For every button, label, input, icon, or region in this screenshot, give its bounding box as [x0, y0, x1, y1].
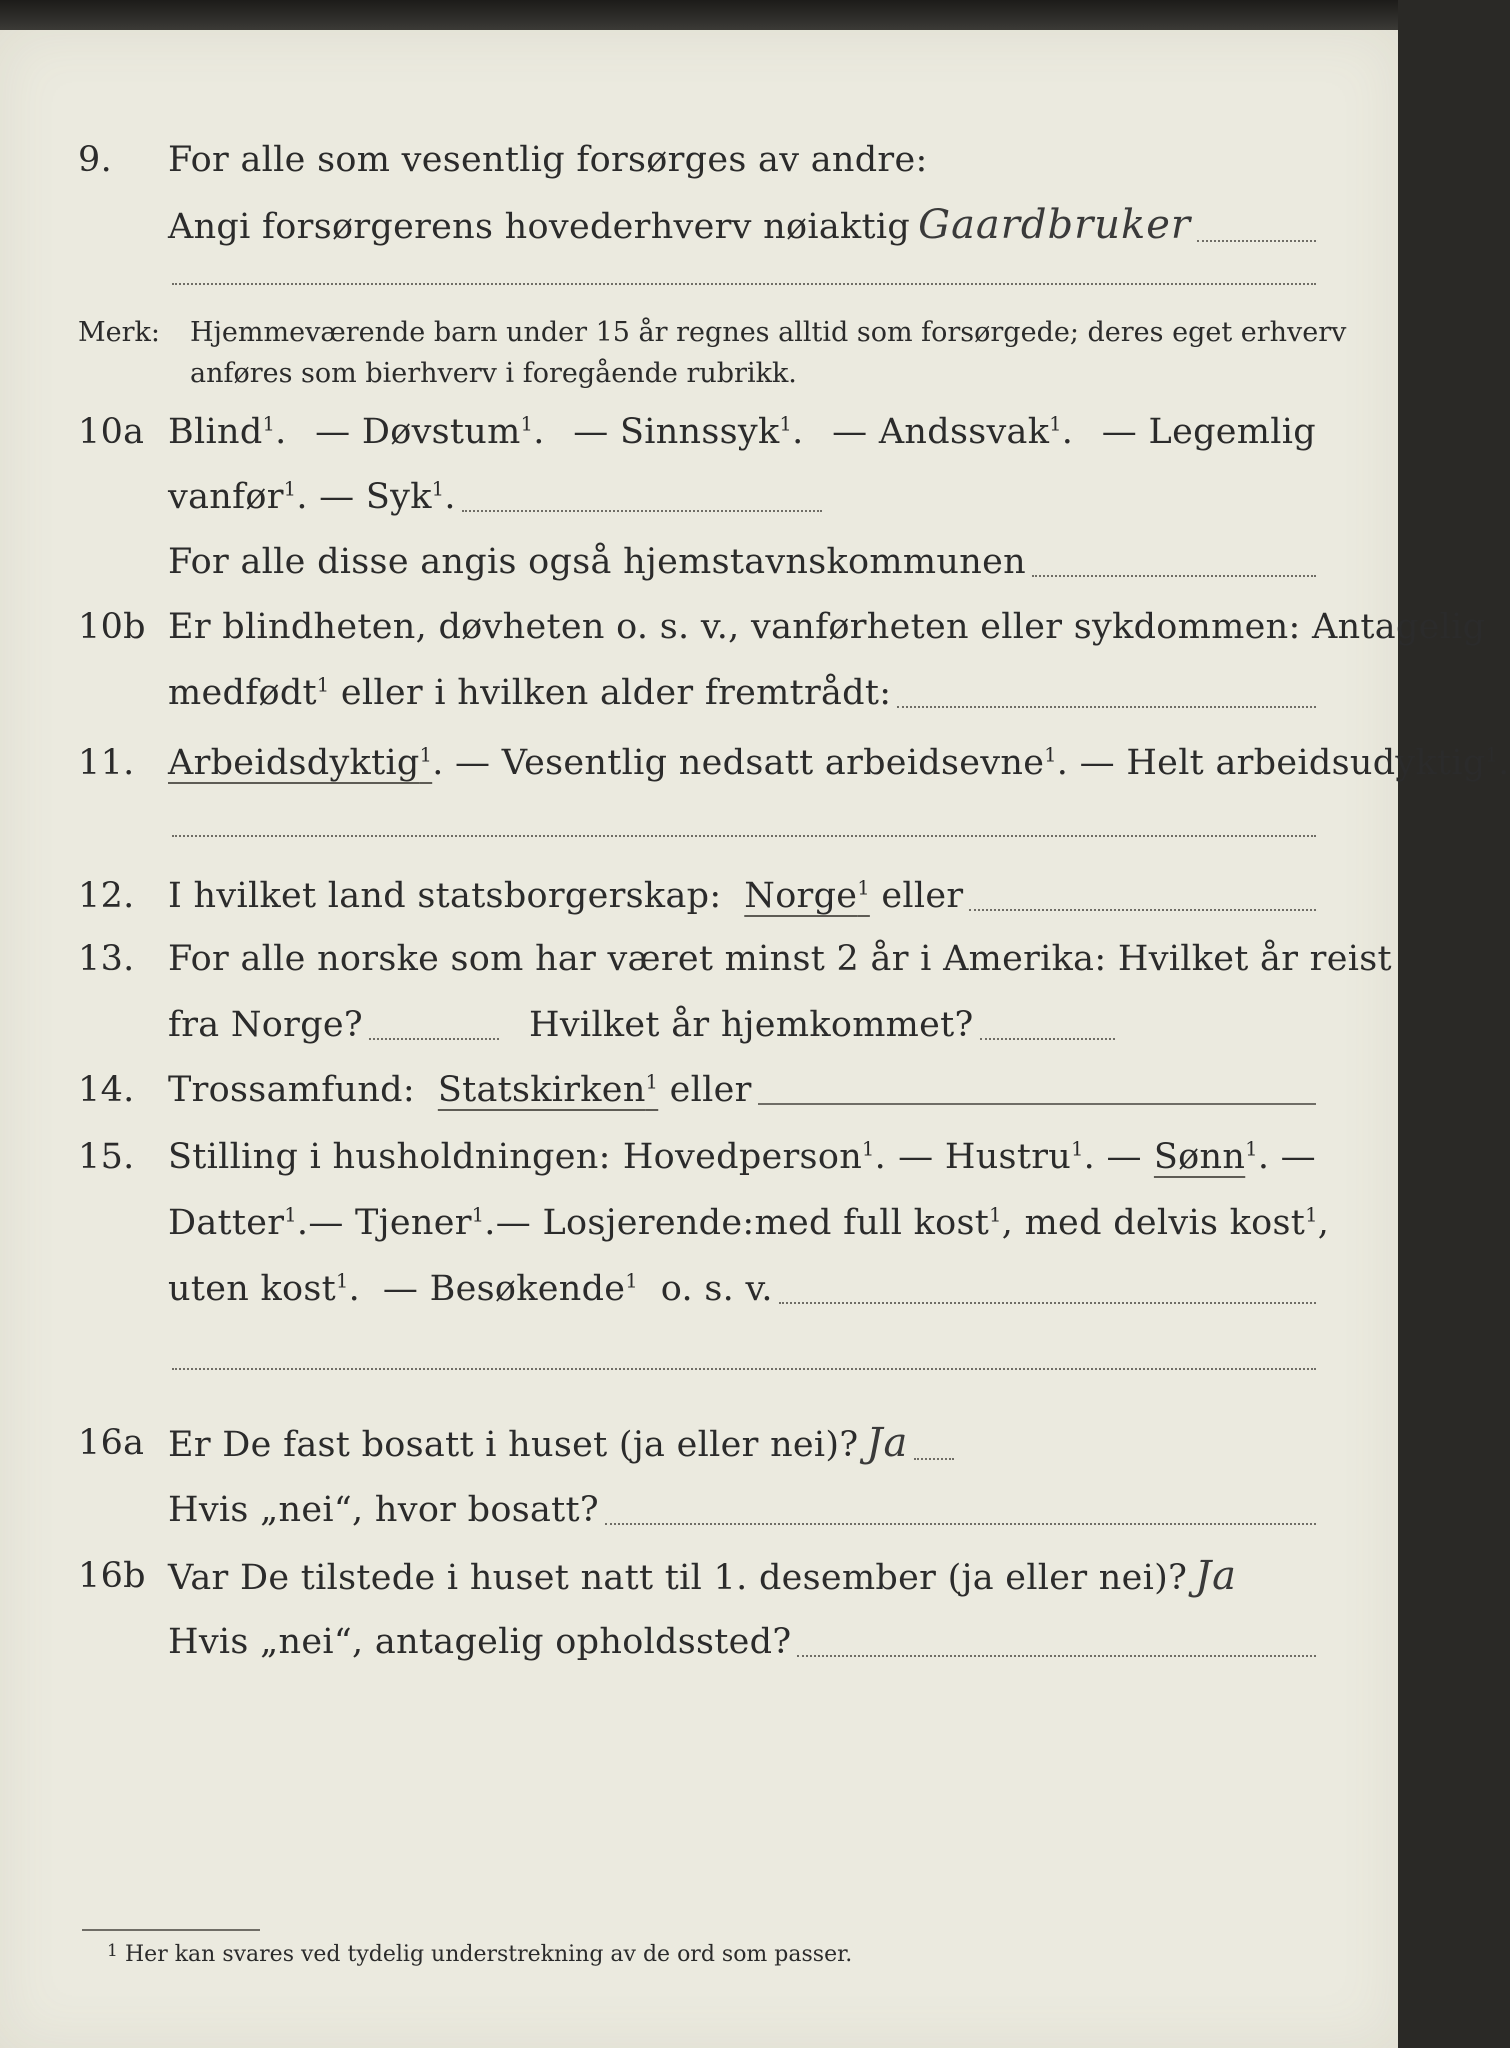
- q10a-option-sinnssyk: — Sinnssyk$^1$.: [573, 412, 804, 452]
- merk-text-1: Hjemmeværende barn under 15 år regnes alltid som forsørgede; deres eget erhverv: [190, 317, 1347, 348]
- q16b-line1: [0, 1547, 1398, 1605]
- q10b-question-2: eller i hvilken alder fremtrådt:: [340, 673, 892, 713]
- q15-osv: o. s. v.: [660, 1269, 773, 1309]
- q9-line1: [0, 131, 1398, 189]
- footnote-rule: [82, 1929, 260, 1931]
- q14-option-statskirken: Statskirken$^1$: [437, 1070, 659, 1110]
- q15-option-datter: Datter$^1$.: [168, 1203, 309, 1243]
- q16a-question: Er De fast bosatt i huset (ja eller nei)?: [168, 1425, 859, 1465]
- q10b-question: Er blindheten, døvheten o. s. v., vanførheten eller sykdommen: Antagelig: [168, 607, 1486, 647]
- q16b-answer-handwritten: Ja: [1195, 1553, 1238, 1599]
- q10a-hjemstavn-line: [1032, 575, 1316, 577]
- q15-question: Stilling i husholdningen:: [168, 1137, 611, 1177]
- q9-question-2: Angi forsørgerens hovederhverv nøiaktig: [168, 207, 911, 247]
- q15-answer-line: [779, 1302, 1316, 1304]
- q9-extra-line: [172, 283, 1316, 285]
- q16a-number: 16a: [78, 1423, 145, 1463]
- footnote: [107, 1940, 853, 1970]
- q10a-option-syk: — Syk$^1$.: [319, 477, 456, 517]
- merk-label: Merk:: [78, 317, 160, 348]
- q13-reist-question: fra Norge?: [168, 1005, 363, 1045]
- q12-number: 12.: [78, 876, 135, 916]
- q15-option-sonn: Sønn$^1$. —: [1153, 1137, 1316, 1177]
- footnote-mark: 1: [107, 1941, 118, 1961]
- q10a-line2: [0, 468, 1398, 526]
- q16b-question: Var De tilstede i huset natt til 1. desember (ja eller nei)?: [168, 1558, 1188, 1598]
- q16a-line2: [0, 1481, 1398, 1539]
- q16a-answer-handwritten: Ja: [866, 1420, 909, 1466]
- q11-line1: [0, 734, 1510, 792]
- q9-answer-line: [1197, 240, 1316, 242]
- footnote-text: Her kan svares ved tydelig understrekning av de ord som passer.: [125, 1942, 853, 1967]
- q16a-bosatt-question: Hvis „nei“, hvor bosatt?: [168, 1490, 599, 1530]
- q12-option-norge: Norge$^1$: [744, 876, 870, 916]
- merk-line1: [0, 311, 1398, 355]
- q15-line3: [0, 1260, 1398, 1318]
- q15-option-tjener: — Tjener$^1$.: [308, 1203, 496, 1243]
- q15-option-uten-kost: uten kost$^1$.: [168, 1269, 383, 1309]
- q15-option-besokende: — Besøkende$^1$: [382, 1269, 638, 1309]
- q11-number: 11.: [78, 743, 135, 783]
- q11-extra-line: [172, 835, 1316, 837]
- q9-answer-handwritten: Gaardbruker: [918, 202, 1192, 248]
- q13-hjemkommet-question: Hvilket år hjemkommet?: [529, 1005, 974, 1045]
- q15-extra-line: [172, 1368, 1316, 1370]
- q15-option-full-kost: med full kost$^1$: [754, 1203, 1002, 1243]
- q14-answer-line: [758, 1103, 1316, 1105]
- q9-line2: [0, 196, 1398, 254]
- q16b-opholdssted-question: Hvis „nei“, antagelig opholdssted?: [168, 1622, 792, 1662]
- q16a-bosatt-line: [605, 1523, 1316, 1525]
- q10a-option-dovstum: — Døvstum$^1$.: [315, 412, 545, 452]
- q16a-line1: [0, 1414, 1398, 1472]
- q16a-answer-line: [914, 1458, 954, 1460]
- q10a-hjemstavn-question: For alle disse angis også hjemstavnskommunen: [168, 542, 1026, 582]
- q15-option-hovedperson: Hovedperson$^1$.: [622, 1137, 887, 1177]
- q11-option-arbeidsdyktig: Arbeidsdyktig$^1$: [168, 743, 433, 783]
- q10b-line2: [0, 664, 1398, 722]
- q15-number: 15.: [78, 1137, 135, 1177]
- q10b-line1: [0, 598, 1486, 656]
- q16b-opholdssted-line: [797, 1655, 1316, 1657]
- q9-question: For alle som vesentlig forsørges av andre:: [168, 140, 928, 180]
- q15-line1: [0, 1128, 1398, 1186]
- q12-answer-line: [969, 909, 1316, 911]
- q14-line1: [0, 1061, 1398, 1119]
- q12-line1: [0, 867, 1398, 925]
- q10a-line3: [0, 533, 1398, 591]
- q10b-answer-line: [897, 706, 1316, 708]
- q12-question: I hvilket land statsborgerskap:: [168, 876, 722, 916]
- q10a-syk-line: [462, 510, 822, 512]
- q10a-line1: [0, 403, 1398, 461]
- q14-eller: eller: [669, 1070, 752, 1110]
- merk-text-2: anføres som bierhverv i foregående rubrikk.: [190, 358, 797, 389]
- q13-question: For alle norske som har været minst 2 år i Amerika: Hvilket år reist: [168, 939, 1392, 979]
- q15-line2: [0, 1194, 1398, 1252]
- q11-option-udyktig: . — Helt arbeidsudyktig$^1$.: [1056, 743, 1510, 783]
- q13-line1: [0, 930, 1398, 988]
- q9-number: 9.: [78, 140, 112, 180]
- q11-option-nedsatt: . — Vesentlig nedsatt arbeidsevne$^1$: [432, 743, 1057, 783]
- q13-line2: [0, 996, 1398, 1054]
- q14-number: 14.: [78, 1070, 135, 1110]
- q12-eller: eller: [881, 876, 964, 916]
- q10a-option-vanfor: vanfør$^1$.: [168, 477, 320, 517]
- q13-hjemkommet-line: [980, 1038, 1115, 1040]
- q10a-number: 10a: [78, 412, 145, 452]
- q15-option-hustru: — Hustru$^1$. —: [898, 1137, 1142, 1177]
- q16b-number: 16b: [78, 1556, 146, 1596]
- q10a-option-andssvak: — Andssvak$^1$.: [832, 412, 1074, 452]
- q10a-option-legemlig: — Legemlig: [1101, 412, 1316, 452]
- q15-option-delvis-kost: , med delvis kost$^1$,: [1001, 1203, 1330, 1243]
- q13-number: 13.: [78, 939, 135, 979]
- q13-reist-line: [369, 1038, 499, 1040]
- scan-top-edge: [0, 0, 1398, 30]
- q10a-option-blind: Blind$^1$.: [168, 412, 287, 452]
- q10b-option-medfodt: medfødt$^1$: [168, 673, 330, 713]
- q14-question: Trossamfund:: [168, 1070, 415, 1110]
- q10b-number: 10b: [78, 607, 146, 647]
- merk-line2: [0, 352, 1398, 396]
- q16b-line2: [0, 1613, 1398, 1671]
- q15-option-losjerende: — Losjerende:: [495, 1203, 755, 1243]
